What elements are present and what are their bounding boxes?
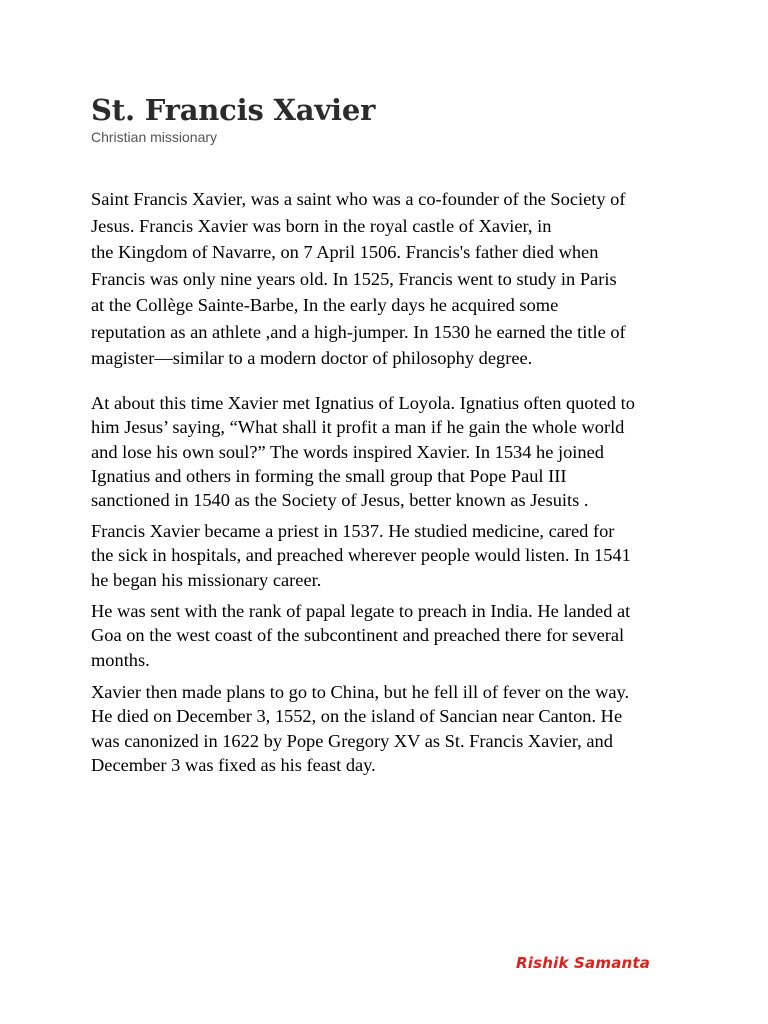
paragraph-line: Francis Xavier became a priest in 1537. He studied medicine, cared for xyxy=(91,521,615,541)
paragraph-line: Goa on the west coast of the subcontinent and preached there for several xyxy=(91,625,625,646)
paragraph-line: months. xyxy=(91,649,150,670)
paragraph-line: he began his missionary career. xyxy=(91,569,322,590)
paragraph-line: reputation as an athlete ,and a high-jumper. In 1530 he earned the title of xyxy=(91,321,626,342)
paragraph-line: and lose his own soul?” The words inspired Xavier. In 1534 he joined xyxy=(91,441,604,462)
paragraph-line: Jesus. Francis Xavier was born in the royal castle of Xavier, in xyxy=(91,215,552,236)
page-subtitle: Christian missionary xyxy=(91,129,218,145)
paragraph-line: the sick in hospitals, and preached wherever people would listen. In 1541 xyxy=(91,545,631,566)
paragraph-3 xyxy=(91,519,711,592)
paragraph-4 xyxy=(91,599,711,672)
paragraph-line: He was sent with the rank of papal legate to preach in India. He landed at xyxy=(91,601,631,621)
paragraph-line: At about this time Xavier met Ignatius of Loyola. Ignatius often quoted to xyxy=(91,393,635,413)
paragraph-1 xyxy=(91,186,711,372)
paragraph-line: was canonized in 1622 by Pope Gregory XV as St. Francis Xavier, and xyxy=(91,730,613,751)
paragraph-5 xyxy=(91,680,711,777)
paragraph-line: the Kingdom of Navarre, on 7 April 1506. Francis's father died when xyxy=(91,242,599,262)
paragraph-line: Francis was only nine years old. In 1525, Francis went to study in Paris xyxy=(91,268,617,289)
paragraph-line: sanctioned in 1540 as the Society of Jesus, better known as Jesuits . xyxy=(91,490,589,511)
paragraph-line: Xavier then made plans to go to China, but he fell ill of fever on the way. xyxy=(91,682,630,702)
paragraph-line: He died on December 3, 1552, on the island of Sancian near Canton. He xyxy=(91,706,623,727)
page-title: St. Francis Xavier xyxy=(91,93,376,127)
paragraph-2 xyxy=(91,391,711,512)
paragraph-line: magister—similar to a modern doctor of philosophy degree. xyxy=(91,348,533,368)
author-signature: Rishik Samanta xyxy=(516,954,651,972)
paragraph-line: Saint Francis Xavier, was a saint who was a co-founder of the Society of xyxy=(91,189,626,209)
paragraph-line: December 3 was fixed as his feast day. xyxy=(91,754,376,775)
paragraph-line: him Jesus’ saying, “What shall it profit a man if he gain the whole world xyxy=(91,417,625,438)
paragraph-line: at the Collège Sainte-Barbe, In the early days he acquired some xyxy=(91,295,559,315)
paragraph-line: Ignatius and others in forming the small group that Pope Paul III xyxy=(91,465,567,486)
